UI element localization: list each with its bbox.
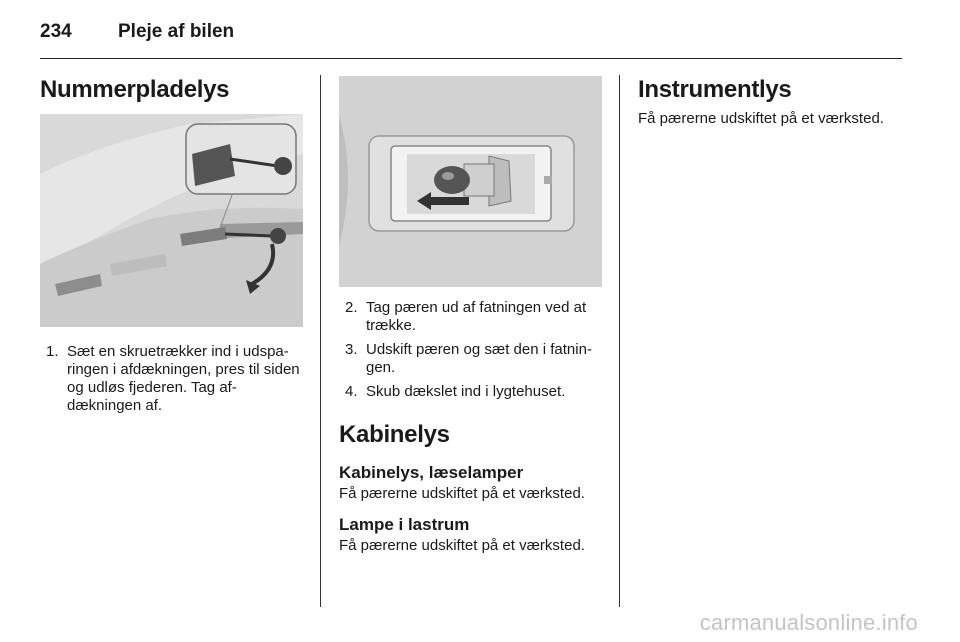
column-divider-2 [619, 75, 620, 607]
text-lampe-i-lastrum: Få pærerne udskiftet på et værksted. [339, 537, 585, 554]
column-3 [638, 76, 908, 128]
list-item: 1. Sæt en skruetrækker ind i udsparingen i afdækningen, pres til siden og udløs fjederen. Tag afdækningen af. [46, 343, 300, 414]
steps-list-1 [40, 343, 304, 415]
page-title: Pleje af bilen [118, 21, 235, 42]
column-2 [339, 76, 603, 555]
watermark: carmanualsonline.info [699, 610, 918, 635]
figure-licence-plate-lamp [40, 114, 303, 327]
list-item: 4. Skub dækslet ind i lygtehuset. [345, 383, 566, 400]
page-number: 234 [40, 21, 72, 42]
heading-nummerpladelys: Nummerpladelys [40, 76, 230, 103]
text-instrumentlys: Få pærerne udskiftet på et værksted. [638, 110, 884, 127]
heading-instrumentlys: Instrumentlys [638, 76, 792, 103]
subheading-lampe-i-lastrum: Lampe i lastrum [339, 515, 470, 534]
column-1 [40, 76, 304, 421]
steps-list-2 [339, 299, 603, 401]
column-divider-1 [320, 75, 321, 607]
heading-kabinelys: Kabinelys [339, 421, 450, 448]
figure-bulb-removal [339, 76, 602, 287]
subheading-laeselamper: Kabinelys, læselamper [339, 463, 524, 482]
text-laeselamper: Få pærerne udskiftet på et værksted. [339, 485, 585, 502]
page-header [40, 18, 902, 59]
list-item: 3. Udskift pæren og sæt den i fatningen. [345, 341, 592, 376]
list-item: 2. Tag pæren ud af fatningen ved at trække. [345, 299, 587, 334]
